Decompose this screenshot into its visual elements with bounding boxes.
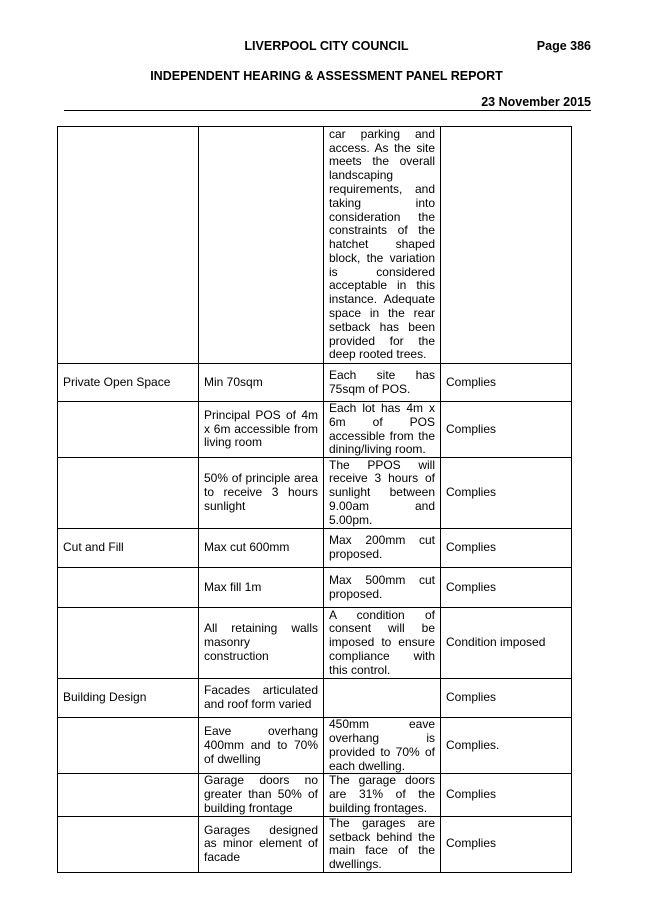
compliance-cell: Complies.	[441, 718, 572, 774]
table-row	[58, 718, 572, 774]
table-row	[58, 568, 572, 608]
proposal-cell: Each site has 75sqm of POS.	[324, 364, 441, 402]
council-name: LIVERPOOL CITY COUNCIL	[244, 39, 409, 53]
report-title: INDEPENDENT HEARING & ASSESSMENT PANEL REPORT	[150, 69, 503, 83]
requirement-cell: Garages designed as minor element of facade	[199, 816, 324, 872]
table-row	[58, 402, 572, 458]
control-cell: Cut and Fill	[58, 529, 199, 568]
requirement-cell: 50% of principle area to receive 3 hours sunlight	[199, 458, 324, 529]
report-date: 23 November 2015	[481, 95, 591, 109]
requirement-cell	[199, 127, 324, 364]
control-cell	[58, 718, 199, 774]
proposal-cell: Each lot has 4m x 6m of POS accessible from the dining/living room.	[324, 402, 441, 458]
control-cell: Building Design	[58, 679, 199, 718]
requirement-cell: Min 70sqm	[199, 364, 324, 402]
table-row	[58, 816, 572, 872]
proposal-cell	[324, 679, 441, 718]
requirement-cell: Max fill 1m	[199, 568, 324, 608]
compliance-cell: Complies	[441, 402, 572, 458]
requirement-cell: Max cut 600mm	[199, 529, 324, 568]
table-row	[58, 679, 572, 718]
requirement-cell: All retaining walls masonry construction	[199, 608, 324, 679]
control-cell	[58, 608, 199, 679]
table-row	[58, 127, 572, 364]
control-cell	[58, 568, 199, 608]
proposal-cell: Max 500mm cut proposed.	[324, 568, 441, 608]
control-cell	[58, 458, 199, 529]
compliance-cell	[441, 127, 572, 364]
compliance-cell: Condition imposed	[441, 608, 572, 679]
control-cell: Private Open Space	[58, 364, 199, 402]
requirement-cell: Facades articulated and roof form varied	[199, 679, 324, 718]
compliance-cell: Complies	[441, 568, 572, 608]
table-row	[58, 458, 572, 529]
header-divider	[64, 110, 591, 111]
compliance-cell: Complies	[441, 774, 572, 816]
requirement-cell: Eave overhang 400mm and to 70% of dwelling	[199, 718, 324, 774]
proposal-cell: The PPOS will receive 3 hours of sunlight between 9.00am and 5.00pm.	[324, 458, 441, 529]
compliance-cell: Complies	[441, 364, 572, 402]
control-cell	[58, 816, 199, 872]
compliance-cell: Complies	[441, 816, 572, 872]
table-row	[58, 529, 572, 568]
page-number: Page 386	[536, 39, 591, 53]
requirement-cell: Principal POS of 4m x 6m accessible from living room	[199, 402, 324, 458]
proposal-cell: The garage doors are 31% of the building frontages.	[324, 774, 441, 816]
proposal-cell: The garages are setback behind the main face of the dwellings.	[324, 816, 441, 872]
compliance-cell: Complies	[441, 679, 572, 718]
requirement-cell: Garage doors no greater than 50% of building frontage	[199, 774, 324, 816]
compliance-table	[57, 126, 572, 873]
control-cell	[58, 774, 199, 816]
control-cell	[58, 402, 199, 458]
proposal-cell: 450mm eave overhang is provided to 70% of each dwelling.	[324, 718, 441, 774]
control-cell	[58, 127, 199, 364]
table-row	[58, 774, 572, 816]
table-row	[58, 364, 572, 402]
compliance-cell: Complies	[441, 458, 572, 529]
proposal-cell: car parking and access. As the site meets the overall landscaping requirements, and taking into consideration the constraints of the hatchet shaped block, the variation is considered acceptable in this instance. Adequate space in the rear setback has been provided for the deep rooted trees.	[324, 127, 441, 364]
table-row	[58, 608, 572, 679]
compliance-cell: Complies	[441, 529, 572, 568]
proposal-cell: Max 200mm cut proposed.	[324, 529, 441, 568]
proposal-cell: A condition of consent will be imposed to ensure compliance with this control.	[324, 608, 441, 679]
